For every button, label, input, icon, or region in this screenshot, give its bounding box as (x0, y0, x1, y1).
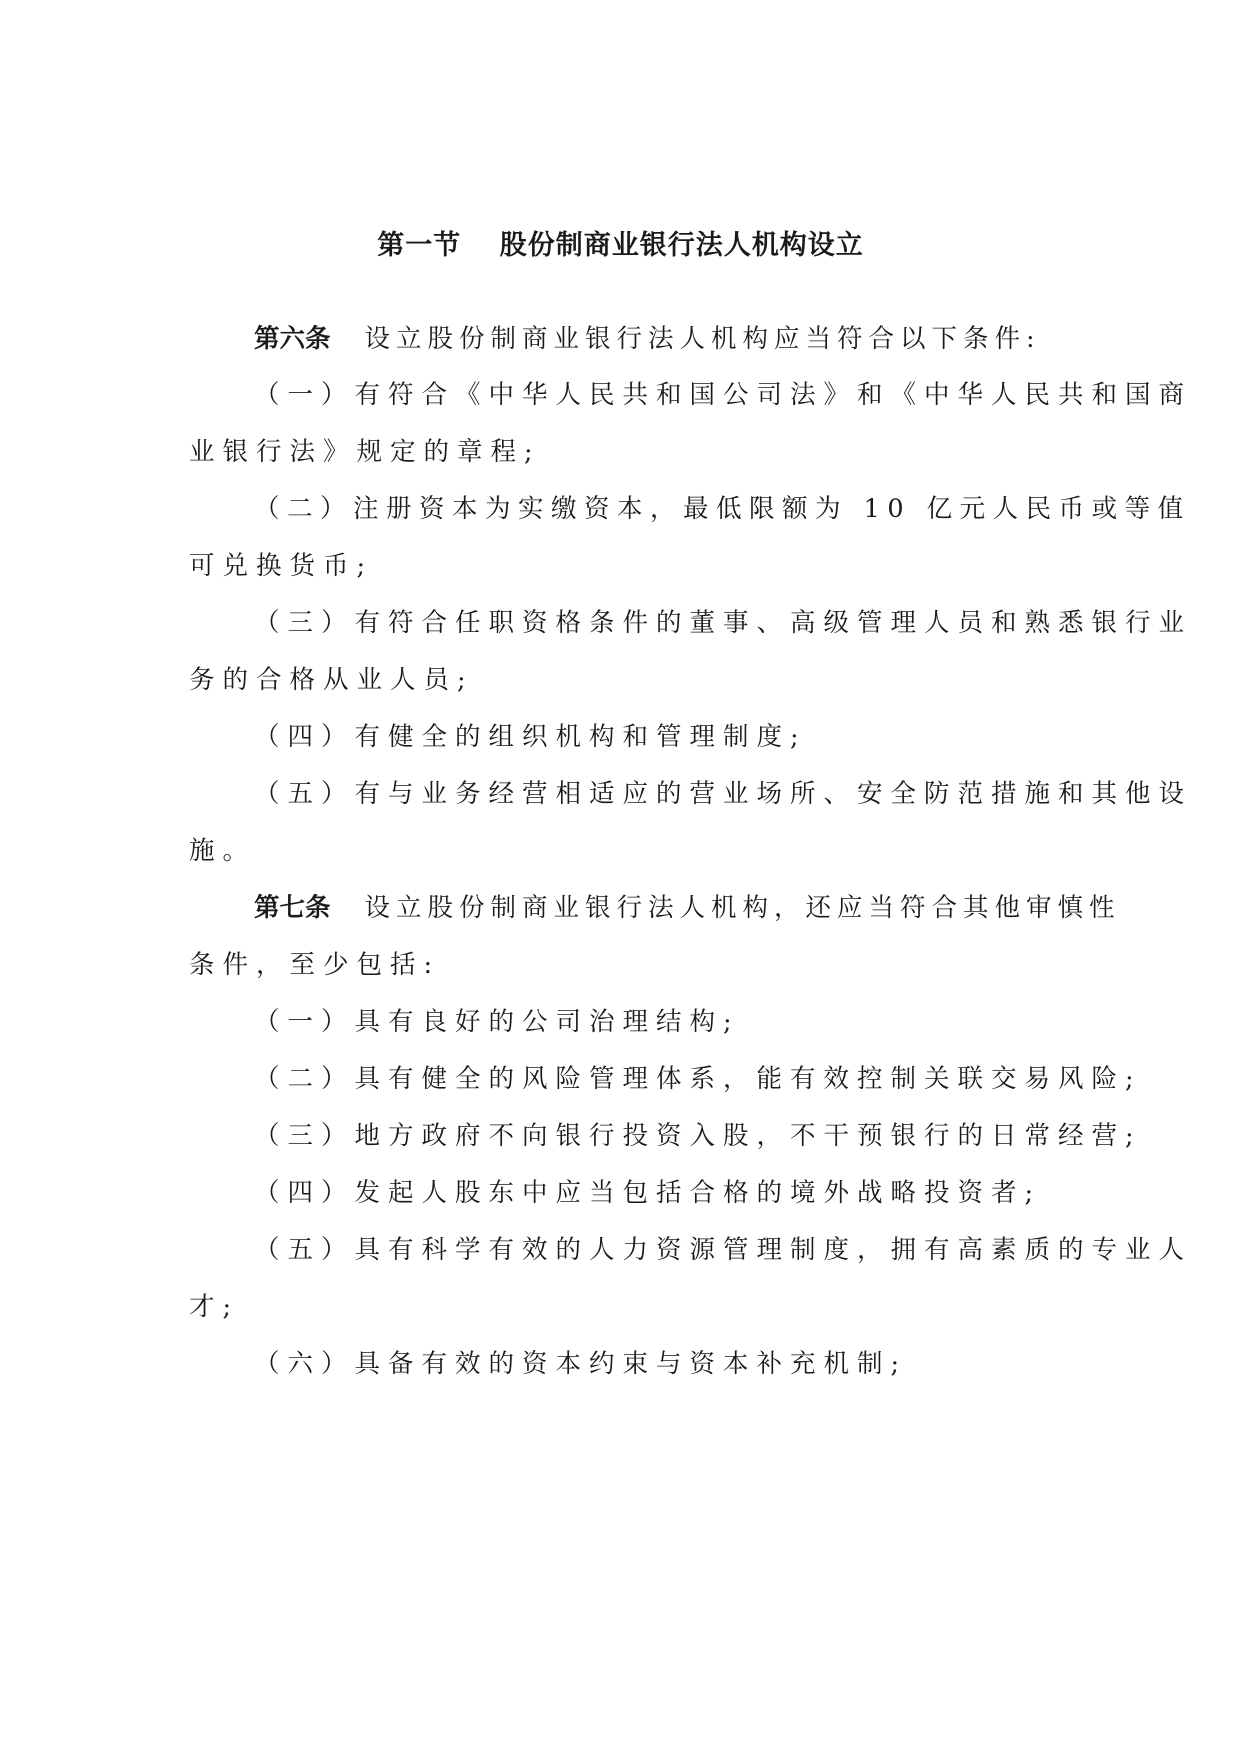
article-6-intro: 设立股份制商业银行法人机构应当符合以下条件: (364, 324, 1041, 354)
article-7-intro-line-2: 条件，至少包括: (189, 950, 441, 980)
article-6-item-5-line-2: 施。 (189, 836, 257, 866)
article-7-item-5-line-2: 才; (189, 1292, 240, 1322)
article-7-item-4: （四）发起人股东中应当包括合格的境外战略投资者; (254, 1178, 1042, 1208)
article-6-item-3-line-1: （三）有符合任职资格条件的董事、高级管理人员和熟悉银行业 (254, 608, 1193, 638)
article-6-item-1-line-2: 业银行法》规定的章程; (189, 437, 541, 467)
article-6-intro-line (254, 324, 1041, 354)
article-7-intro-line-1 (254, 893, 1121, 923)
section-title: 第一节 股份制商业银行法人机构设立 (377, 230, 864, 261)
article-6-item-3-line-2: 务的合格从业人员; (189, 665, 474, 695)
article-7-item-6: （六）具备有效的资本约束与资本补充机制; (254, 1349, 908, 1379)
article-7-item-2: （二）具有健全的风险管理体系，能有效控制关联交易风险; (254, 1064, 1142, 1094)
article-6-item-4: （四）有健全的组织机构和管理制度; (254, 722, 807, 752)
article-6-heading: 第六条 (254, 324, 331, 354)
article-6-item-2-line-1: （二）注册资本为实缴资本，最低限额为 10 亿元人民币或等值 (254, 494, 1191, 524)
article-7-intro: 设立股份制商业银行法人机构，还应当符合其他审慎性 (364, 893, 1121, 923)
article-7-item-3: （三）地方政府不向银行投资入股，不干预银行的日常经营; (254, 1121, 1142, 1151)
article-6-item-2-line-2: 可兑换货币; (189, 551, 374, 581)
article-7-item-5-line-1: （五）具有科学有效的人力资源管理制度，拥有高素质的专业人 (254, 1235, 1193, 1265)
article-6-item-5-line-1: （五）有与业务经营相适应的营业场所、安全防范措施和其他设 (254, 779, 1193, 809)
article-7-heading: 第七条 (254, 893, 331, 923)
article-7-item-1: （一）具有良好的公司治理结构; (254, 1007, 740, 1037)
article-6-item-1-line-1: （一）有符合《中华人民共和国公司法》和《中华人民共和国商 (254, 380, 1193, 410)
